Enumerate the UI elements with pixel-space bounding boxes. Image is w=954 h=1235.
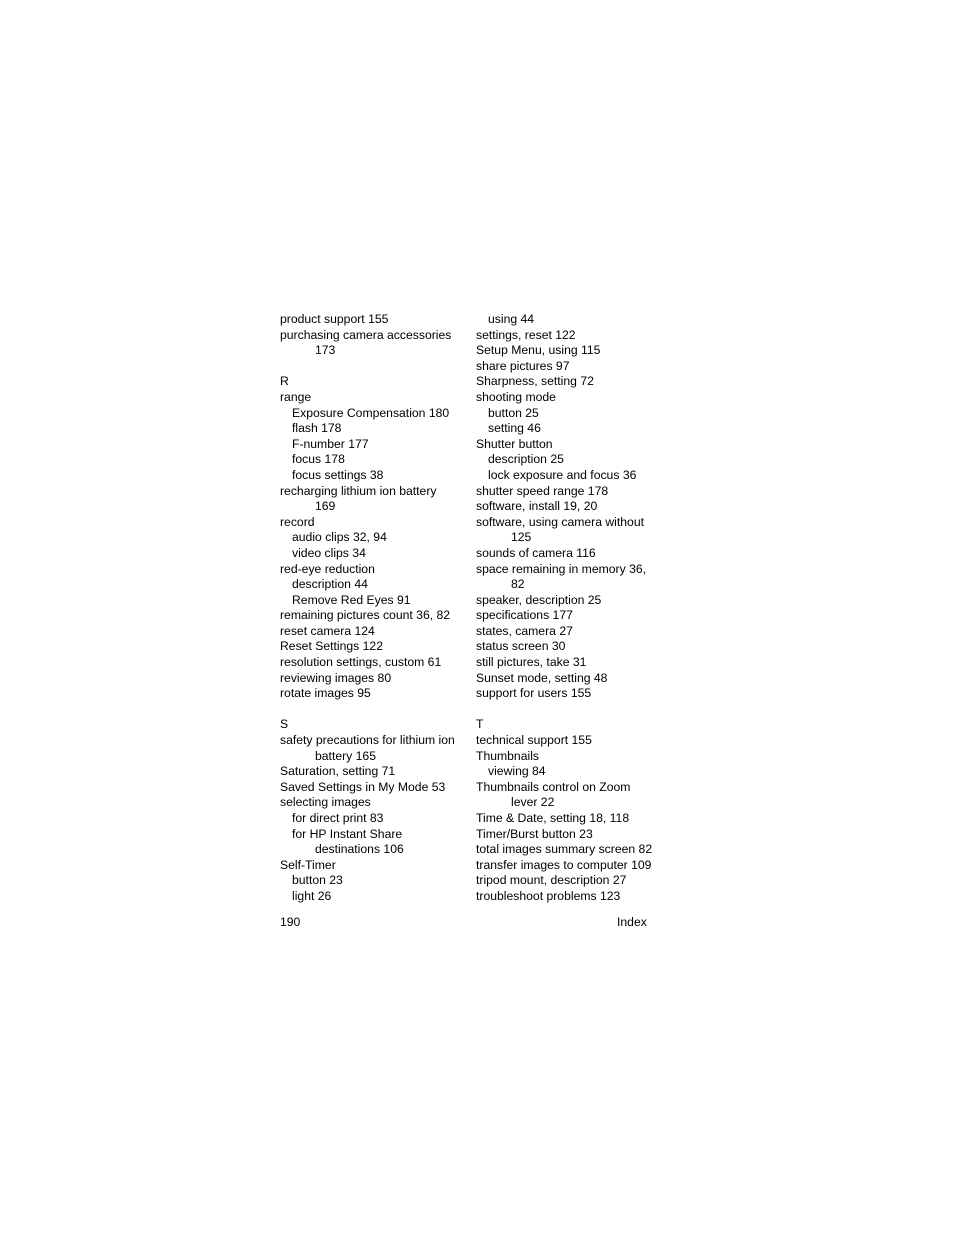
index-entry: red-eye reduction (280, 561, 375, 576)
index-entry: states, camera 27 (476, 623, 573, 638)
index-entry: Self-Timer (280, 857, 336, 872)
index-entry: remaining pictures count 36, 82 (280, 608, 451, 623)
index-entry: status screen 30 (476, 639, 566, 654)
index-subentry: flash 178 (292, 421, 342, 436)
index-entry: Thumbnails (476, 748, 539, 763)
index-entry: reviewing images 80 (280, 670, 392, 685)
index-subentry: F-number 177 (292, 436, 369, 451)
index-entry: range (280, 389, 312, 404)
index-entry: Thumbnails control on Zoom (476, 779, 631, 794)
index-subentry: for HP Instant Share (292, 826, 403, 841)
index-subentry: setting 46 (488, 421, 541, 436)
index-subentry: lock exposure and focus 36 (488, 467, 637, 482)
index-entry: tripod mount, description 27 (476, 873, 627, 888)
index-subentry: description 25 (488, 452, 564, 467)
index-entry: shutter speed range 178 (476, 483, 609, 498)
index-subentry: for direct print 83 (292, 811, 384, 825)
index-subentry: button 23 (292, 873, 343, 888)
section-gap (280, 702, 465, 718)
index-letter-heading: R (280, 374, 289, 389)
index-entry: Timer/Burst button 23 (476, 826, 593, 841)
index-subentry: using 44 (488, 312, 535, 326)
index-entry: Time & Date, setting 18, 118 (476, 811, 630, 825)
index-entry: software, install 19, 20 (476, 499, 598, 514)
section-gap (476, 702, 661, 718)
index-entry-continuation: 125 (511, 530, 532, 545)
index-entry: safety precautions for lithium ion (280, 733, 455, 748)
section-label: Index (617, 915, 647, 929)
index-entry: Reset Settings 122 (280, 639, 383, 654)
index-entry: reset camera 124 (280, 623, 375, 638)
index-subentry: Exposure Compensation 180 (292, 405, 450, 420)
index-entry: shooting mode (476, 389, 556, 404)
index-entry: product support 155 (280, 312, 389, 326)
index-subentry: focus settings 38 (292, 467, 384, 482)
index-subentry: light 26 (292, 888, 332, 903)
index-letter-heading: T (476, 717, 484, 732)
index-entry: support for users 155 (476, 686, 592, 701)
index-subentry: Remove Red Eyes 91 (292, 592, 411, 607)
index-entry: space remaining in memory 36, (476, 561, 647, 576)
index-entry: Saturation, setting 71 (280, 764, 396, 779)
index-entry: sounds of camera 116 (476, 545, 596, 560)
index-entry: recharging lithium ion battery (280, 483, 437, 498)
index-entry: still pictures, take 31 (476, 655, 587, 670)
index-entry: speaker, description 25 (476, 592, 602, 607)
index-entry-continuation: destinations 106 (315, 842, 404, 857)
index-entry: total images summary screen 82 (476, 842, 653, 857)
index-entry-continuation: 82 (511, 577, 525, 592)
index-entry: specifications 177 (476, 608, 573, 623)
index-entry: rotate images 95 (280, 686, 371, 701)
index-subentry: description 44 (292, 577, 368, 592)
index-entry: technical support 155 (476, 733, 592, 748)
index-subentry: audio clips 32, 94 (292, 530, 387, 545)
index-subentry: video clips 34 (292, 545, 366, 560)
index-column-left (280, 312, 465, 905)
index-entry: transfer images to computer 109 (476, 857, 652, 872)
index-entry: troubleshoot problems 123 (476, 888, 621, 903)
index-entry: Sunset mode, setting 48 (476, 670, 608, 685)
index-entry-continuation: 169 (315, 499, 336, 514)
index-entry: Setup Menu, using 115 (476, 343, 601, 358)
section-gap (280, 359, 465, 375)
index-subentry: viewing 84 (488, 764, 546, 779)
index-column-right (476, 312, 661, 905)
index-entry: purchasing camera accessories (280, 327, 452, 342)
index-letter-heading: S (280, 717, 289, 732)
index-entry: resolution settings, custom 61 (280, 655, 442, 670)
index-entry: record (280, 514, 315, 529)
index-entry-continuation: 173 (315, 343, 336, 358)
index-entry-continuation: lever 22 (511, 795, 555, 810)
index-entry: share pictures 97 (476, 358, 570, 373)
index-entry: Shutter button (476, 436, 553, 451)
index-subentry: focus 178 (292, 452, 345, 467)
index-subentry: button 25 (488, 405, 539, 420)
index-entry: Saved Settings in My Mode 53 (280, 779, 446, 794)
index-entry: software, using camera without (476, 514, 644, 529)
index-entry-continuation: battery 165 (315, 748, 376, 763)
index-entry: Sharpness, setting 72 (476, 374, 594, 389)
index-entry: selecting images (280, 795, 371, 810)
page-number: 190 (280, 915, 301, 929)
index-entry: settings, reset 122 (476, 327, 576, 342)
